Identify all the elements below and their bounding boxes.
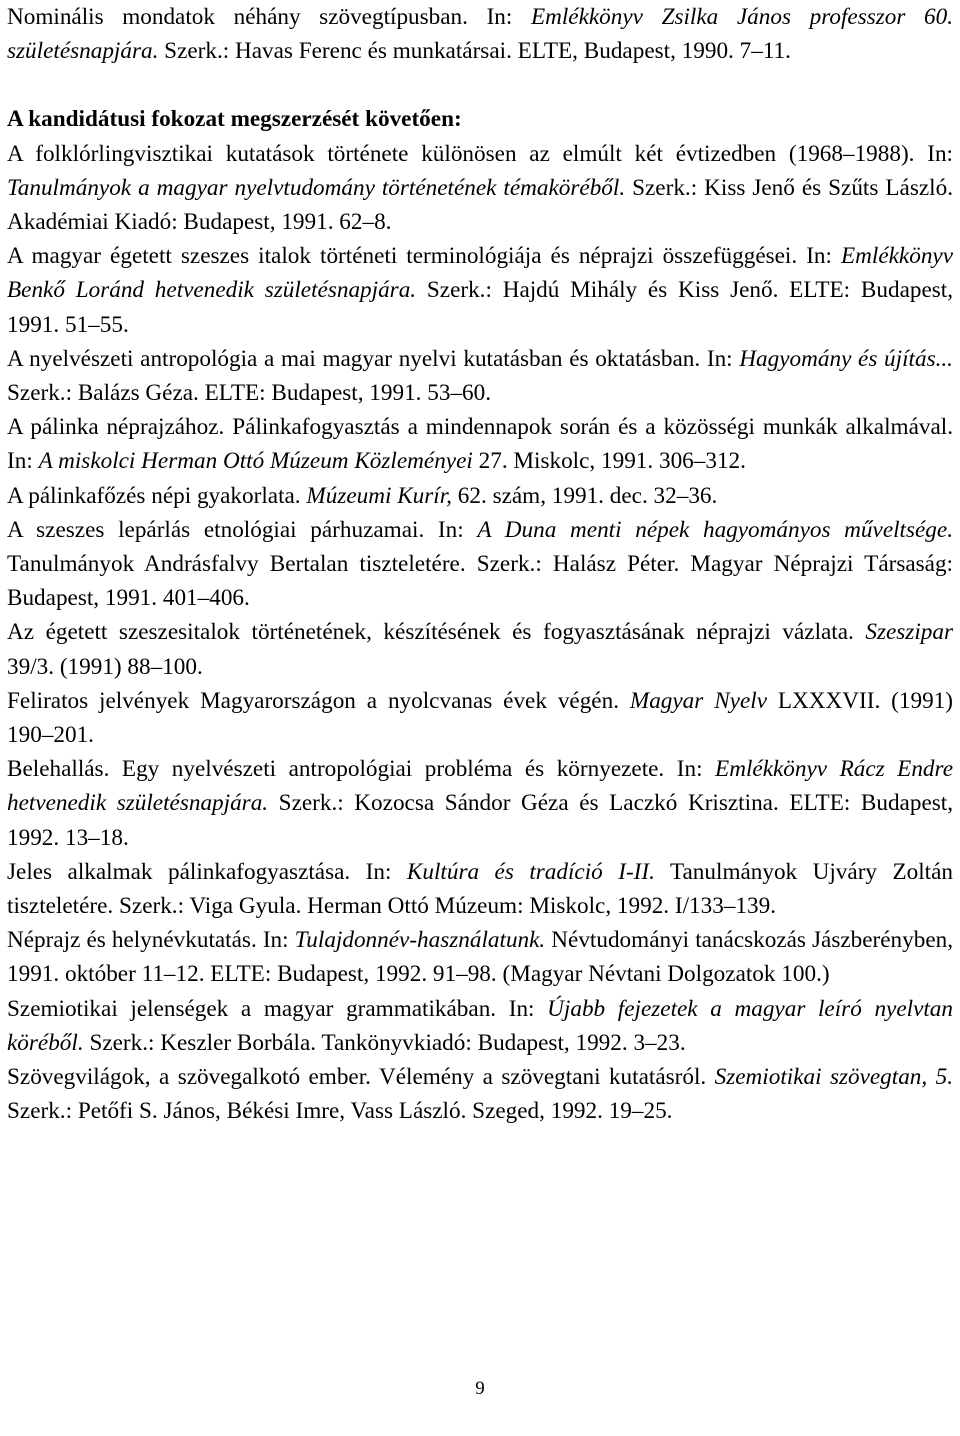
- entry-title-italic: Tanulmányok a magyar nyelvtudomány történetének témaköréből.: [7, 174, 626, 201]
- entry-text: Belehallás. Egy nyelvészeti antropológiai probléma és környezete. In:: [7, 756, 716, 783]
- document-page: [7, 0, 953, 1129]
- bibliography-entry: [7, 513, 953, 616]
- entry-title-italic: Újabb fejezetek a magyar leíró nyelvtan köréből.: [7, 995, 953, 1056]
- entry-title-italic: Szemiotikai szövegtan, 5.: [714, 1064, 954, 1091]
- entry-text: 62. szám, 1991. dec. 32–36.: [451, 482, 718, 509]
- entry-text: Tanulmányok Ujváry Zoltán tiszteletére. Szerk.: Viga Gyula. Herman Ottó Múzeum: Miskolc, 1992. I/133–139.: [7, 858, 954, 920]
- entry-text: Szerk.: Petőfi S. János, Békési Imre, Vass László. Szeged, 1992. 19–25.: [7, 1098, 673, 1125]
- entry-text: A pálinka néprajzához. Pálinkafogyasztás a mindennapok során és a közösségi munkák alkalmával. In:: [7, 414, 953, 475]
- bibliography-list-before: [7, 0, 953, 68]
- entry-text: 27. Miskolc, 1991. 306–312.: [472, 448, 746, 475]
- bibliography-entry: [7, 923, 953, 991]
- entry-text: Nominális mondatok néhány szövegtípusban. In:: [7, 4, 531, 30]
- bibliography-entry: [7, 992, 953, 1060]
- bibliography-entry: [7, 855, 953, 923]
- entry-text: Szerk.: Kiss Jenő és Szűts László. Akadémiai Kiadó: Budapest, 1991. 62–8.: [7, 174, 953, 236]
- spacer: [7, 68, 953, 102]
- entry-text: Szerk.: Havas Ferenc és munkatársai. ELTE, Budapest, 1990. 7–11.: [158, 38, 791, 65]
- bibliography-entry: [7, 410, 953, 478]
- entry-title-italic: Emlékkönyv Rácz Endre hetvenedik születésnapjára.: [7, 756, 953, 817]
- bibliography-entry: [7, 684, 953, 752]
- entry-title-italic: Magyar Nyelv: [629, 687, 767, 714]
- bibliography-entry: [7, 1060, 953, 1128]
- section-heading: A kandidátusi fokozat megszerzését követően:: [7, 106, 462, 133]
- entry-text: Szerk.: Balázs Géza. ELTE: Budapest, 1991. 53–60.: [7, 380, 492, 407]
- entry-text: Néprajz és helynévkutatás. In:: [7, 927, 295, 954]
- entry-title-italic: A Duna menti népek hagyományos műveltsége.: [477, 516, 953, 543]
- entry-text: A nyelvészeti antropológia a mai magyar nyelvi kutatásban és oktatásban. In:: [7, 345, 740, 372]
- entry-text: Az égetett szeszesitalok történetének, készítésének és fogyasztásának néprajzi vázlata.: [7, 619, 866, 646]
- entry-text: A folklórlingvisztikai kutatások története különösen az elmúlt két évtizedben (1968–1988). In:: [7, 140, 953, 167]
- entry-title-italic: Emlékkönyv Benkő Loránd hetvenedik születésnapjára.: [7, 243, 953, 304]
- bibliography-entry: [7, 0, 953, 68]
- bibliography-entry: [7, 615, 953, 683]
- bibliography-entry: [7, 752, 953, 855]
- page-number: 9: [475, 1378, 485, 1399]
- entry-title-italic: Szeszipar: [865, 619, 953, 646]
- bibliography-entry: [7, 137, 953, 240]
- entry-text: Szövegvilágok, a szövegalkotó ember. Vélemény a szövegtani kutatásról.: [7, 1064, 715, 1091]
- entry-title-italic: Emlékkönyv Zsilka János professzor 60. születésnapjára.: [7, 4, 953, 65]
- entry-text: LXXXVII. (1991) 190–201.: [7, 687, 953, 749]
- entry-title-italic: Tulajdonnév-használatunk.: [294, 927, 546, 954]
- entry-text: Szerk.: Kozocsa Sándor Géza és Laczkó Krisztina. ELTE: Budapest, 1992. 13–18.: [7, 790, 953, 851]
- entry-text: Jeles alkalmak pálinkafogyasztása. In:: [7, 858, 407, 885]
- entry-text: Feliratos jelvények Magyarországon a nyolcvanas évek végén.: [7, 687, 630, 714]
- entry-text: Szemiotikai jelenségek a magyar grammatikában. In:: [7, 995, 548, 1022]
- entry-title-italic: Kultúra és tradíció I-II.: [406, 858, 655, 885]
- entry-title-italic: Múzeumi Kurír,: [306, 482, 452, 509]
- bibliography-entry: [7, 239, 953, 342]
- bibliography-list: [7, 137, 953, 1129]
- entry-title-italic: Hagyomány és újítás...: [739, 345, 953, 372]
- bibliography-entry: [7, 342, 953, 410]
- entry-text: Tanulmányok Andrásfalvy Bertalan tiszteletére. Szerk.: Halász Péter. Magyar Néprajzi Társaság: Budapest, 1991. 401–406.: [7, 551, 953, 612]
- entry-text: A szeszes lepárlás etnológiai párhuzamai. In:: [7, 516, 478, 543]
- entry-text: A pálinkafőzés népi gyakorlata.: [7, 482, 307, 509]
- entry-title-italic: A miskolci Herman Ottó Múzeum Közleményei: [38, 448, 473, 475]
- entry-text: Szerk.: Keszler Borbála. Tankönyvkiadó: Budapest, 1992. 3–23.: [83, 1029, 686, 1056]
- entry-text: A magyar égetett szeszes italok történeti terminológiája és néprajzi összefüggései. In:: [7, 243, 841, 270]
- entry-text: Szerk.: Hajdú Mihály és Kiss Jenő. ELTE: Budapest, 1991. 51–55.: [7, 277, 954, 338]
- entry-text: 39/3. (1991) 88–100.: [7, 653, 203, 680]
- entry-text: Névtudományi tanácskozás Jászberényben, 1991. október 11–12. ELTE: Budapest, 1992. 91–98. (Magyar Névtani Dolgozatok 100.): [7, 927, 954, 988]
- bibliography-entry: [7, 479, 953, 513]
